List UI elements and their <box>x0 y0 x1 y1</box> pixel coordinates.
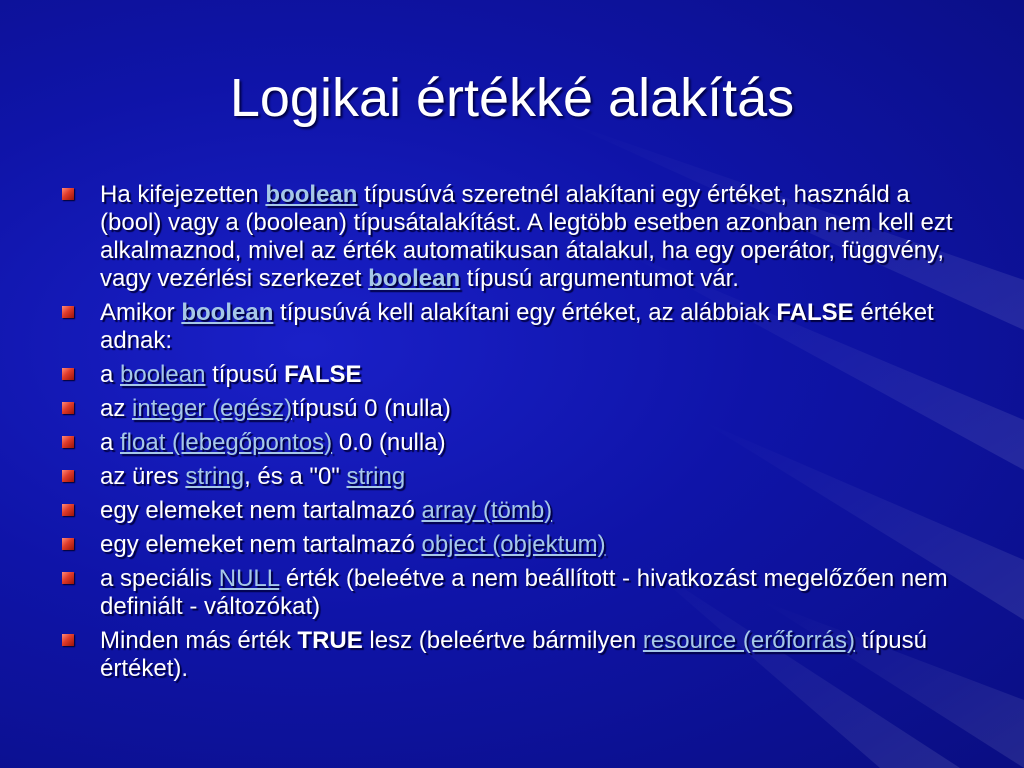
item-text: típusú <box>205 361 285 388</box>
list-item <box>62 395 962 423</box>
square-bullet-icon <box>62 572 74 584</box>
item-text: egy elemeket nem tartalmazó <box>100 531 422 558</box>
item-text: lesz (beleértve bármilyen <box>362 627 643 654</box>
list-item <box>62 531 962 559</box>
item-text: Ha kifejezetten <box>100 181 266 208</box>
string-link[interactable]: string <box>346 463 406 490</box>
bullet-list <box>62 181 962 689</box>
boolean-link[interactable]: boolean <box>120 361 206 388</box>
array-link[interactable]: array (tömb) <box>421 497 553 524</box>
square-bullet-icon <box>62 436 74 448</box>
square-bullet-icon <box>62 470 74 482</box>
list-item <box>62 565 962 621</box>
item-text: érték (beleétve a nem beállított - hivatkozást megelőzően nem definiált - változókat) <box>100 565 948 620</box>
list-item <box>62 361 962 389</box>
item-text: típusú értéket). <box>100 627 927 682</box>
square-bullet-icon <box>62 402 74 414</box>
square-bullet-icon <box>62 538 74 550</box>
list-item <box>62 429 962 457</box>
slide-title: Logikai értékké alakítás <box>229 68 795 128</box>
list-item <box>62 463 962 491</box>
item-text: típusú 0 (nulla) <box>292 395 451 422</box>
boolean-link[interactable]: boolean <box>368 265 461 292</box>
resource-link[interactable]: resource (erőforrás) <box>642 627 855 654</box>
item-text: a <box>100 361 121 388</box>
item-text: értéket adnak: <box>100 299 934 354</box>
item-text: Minden más érték <box>100 627 298 654</box>
item-text: , és a "0" <box>244 463 347 490</box>
item-text: típusúvá szeretnél alakítani egy értéket, használd a (bool) vagy a (boolean) típusátalakítást. A legtöbb esetben azonban nem kell ezt alkalmaznod, mivel az érték automatikusan átalakul, ha egy operátor, függvény, vagy vezérlési szerkezet <box>100 181 953 292</box>
item-text: Amikor <box>100 299 182 326</box>
item-text: a speciális <box>100 565 219 592</box>
integer-link[interactable]: integer (egész) <box>132 395 293 422</box>
item-text: egy elemeket nem tartalmazó <box>100 497 422 524</box>
item-text: az <box>100 395 133 422</box>
true-keyword: TRUE <box>297 627 363 654</box>
item-text: 0.0 (nulla) <box>332 429 446 456</box>
boolean-link[interactable]: boolean <box>181 299 274 326</box>
square-bullet-icon <box>62 306 74 318</box>
list-item <box>62 299 962 355</box>
null-link[interactable]: NULL <box>218 565 280 592</box>
float-link[interactable]: float (lebegőpontos) <box>120 429 333 456</box>
string-link[interactable]: string <box>185 463 245 490</box>
object-link[interactable]: object (objektum) <box>421 531 606 558</box>
square-bullet-icon <box>62 188 74 200</box>
item-text: az üres <box>100 463 186 490</box>
item-text: típusú argumentumot vár. <box>460 265 739 292</box>
square-bullet-icon <box>62 504 74 516</box>
list-item <box>62 181 962 293</box>
boolean-link[interactable]: boolean <box>265 181 358 208</box>
false-keyword: FALSE <box>284 361 362 388</box>
square-bullet-icon <box>62 634 74 646</box>
list-item <box>62 497 962 525</box>
item-text: típusúvá kell alakítani egy értéket, az alábbiak <box>273 299 777 326</box>
false-keyword: FALSE <box>776 299 854 326</box>
square-bullet-icon <box>62 368 74 380</box>
item-text: a <box>100 429 121 456</box>
list-item <box>62 627 962 683</box>
